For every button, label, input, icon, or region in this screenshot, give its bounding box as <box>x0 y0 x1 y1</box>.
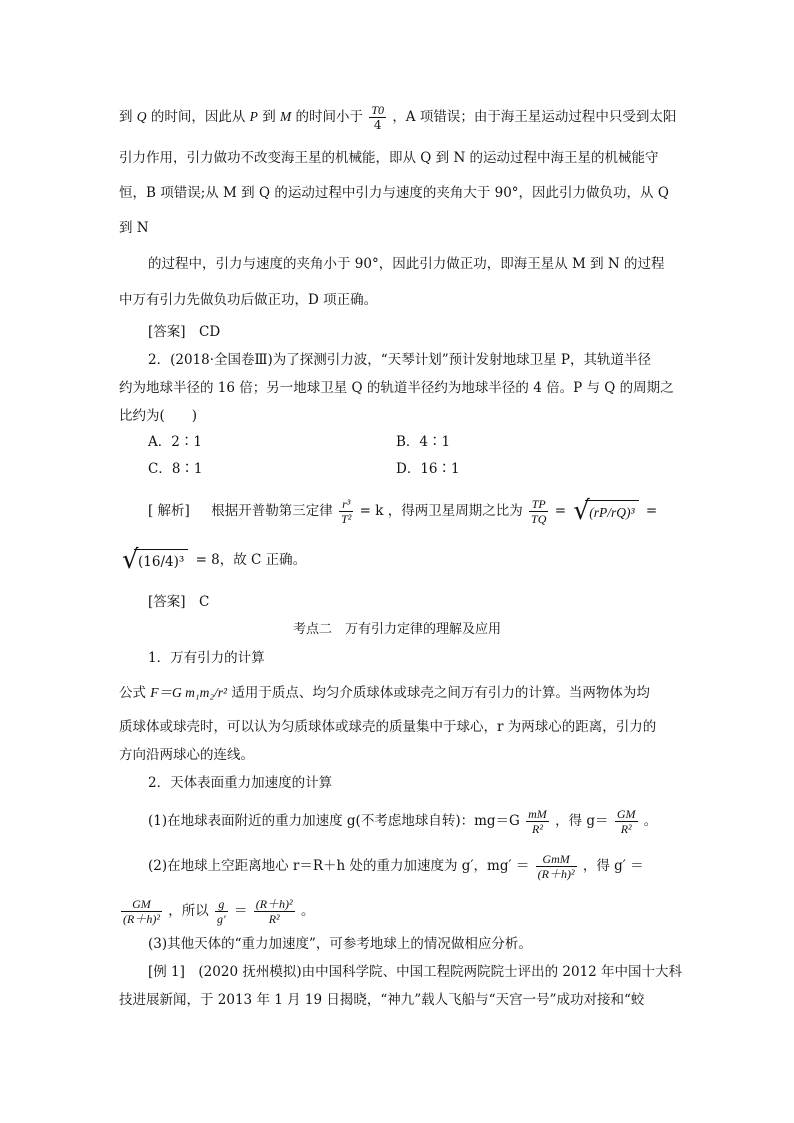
text-line: (3)其他天体的“重力加速度”，可参考地球上的情况做相应分析。 <box>148 936 532 952</box>
fraction: $\frac{TP}{TQ}$ <box>531 497 547 526</box>
text-line <box>148 852 644 881</box>
analysis-line <box>148 497 657 526</box>
text: = <box>554 503 566 519</box>
radical: √ (rP/rQ)³ <box>573 500 638 523</box>
answer: [答案] CD <box>148 324 221 340</box>
text-line <box>119 683 650 703</box>
text-line: 到 N <box>119 220 149 236</box>
text: ，所以 <box>168 903 209 919</box>
text: = <box>645 503 658 519</box>
answer: [答案] C <box>148 594 210 610</box>
text: 适用于质点、均匀介质球体或球壳之间万有引力的计算。当两物体为均 <box>231 685 650 701</box>
analysis-line <box>119 545 307 575</box>
text-line <box>119 103 676 132</box>
fraction: $\frac{T0}{4}$ <box>371 103 385 132</box>
subheading: 1．万有引力的计算 <box>148 650 265 666</box>
question-text: 2．(2018·全国卷Ⅲ)为了探测引力波，“天琴计划”预计发射地球卫星 P，其轨道半径 <box>148 352 651 368</box>
text: (2)在地球上空距离地心 r＝R＋h 处的重力加速度为 g′，mg′ ＝ <box>148 858 530 874</box>
example-text: [例 1] (2020 抚州模拟)由中国科学院、中国工程院两院院士评出的 2012 年中国十大科 <box>148 964 683 980</box>
fraction: $\frac{GM}{\text{(R＋h)²}}$ <box>123 897 160 926</box>
radical: √ (16/4)³ <box>122 549 188 572</box>
fraction: $\frac{\text{r³}}{\text{T²}}$ <box>341 497 352 526</box>
symbol: P <box>249 109 258 124</box>
symbol: M <box>279 109 292 124</box>
text: = k ，得两卫星周期之比为 <box>359 503 523 519</box>
example-text: 技进展新闻，于 2013 年 1 月 19 日揭晓，“神九”载人飞船与“天宫一号”成功对接和“蛟 <box>119 992 645 1008</box>
analysis-label: [ 解析] <box>148 503 190 519</box>
formula: F＝G m₁m₂/r² <box>150 685 228 700</box>
fraction: $\frac{\text{(R＋h)²}}{\text{R²}}$ <box>255 897 293 926</box>
option-c: C．8∶1 <box>148 461 203 477</box>
question-text: 比约为( ) <box>119 408 198 424</box>
text: = 8，故 C 正确。 <box>195 552 307 568</box>
text: 公式 <box>119 685 146 701</box>
text-line: 引力作用，引力做功不改变海王星的机械能，即从 Q 到 N 的运动过程中海王星的机械能守 <box>119 150 659 166</box>
question-text: 约为地球半径的 16 倍；另一地球卫星 Q 的轨道半径约为地球半径的 4 倍。P 与 Q 的周期之 <box>119 380 674 396</box>
text-line: 方向沿两球心的连线。 <box>119 747 254 763</box>
text: 到 <box>119 109 133 125</box>
text: ，A 项错误；由于海王星运动过程中只受到太阳 <box>392 109 677 125</box>
fraction: $\frac{mM}{\text{R²}}$ <box>528 807 547 836</box>
text-line: 恒，B 项错误;从 M 到 Q 的运动过程中引力与速度的夹角大于 90°，因此引力做负功，从 Q <box>119 185 669 201</box>
text-line: 中万有引力先做负功后做正功，D 项正确。 <box>119 292 378 308</box>
option-b: B．4∶1 <box>396 434 451 450</box>
text: (1)在地球表面附近的重力加速度 g(不考虑地球自转)：mg＝G <box>148 813 520 829</box>
text-line <box>148 807 657 836</box>
text-line: 质球体或球壳时，可以认为匀质球体或球壳的质量集中于球心，r 为两球心的距离，引力的 <box>119 719 657 735</box>
option-d: D．16∶1 <box>396 461 460 477</box>
fraction: $\frac{g}{g'}$ <box>217 897 226 926</box>
text-line: 的过程中，引力与速度的夹角小于 90°，因此引力做正功，即海王星从 M 到 N 的过程 <box>148 256 665 272</box>
fraction: $\frac{GM}{\text{R²}}$ <box>616 807 636 836</box>
text: 根据开普勒第三定律 <box>211 503 333 519</box>
text: 。 <box>300 903 315 919</box>
section-heading: 考点二 万有引力定律的理解及应用 <box>292 622 501 637</box>
text: 到 <box>262 109 276 125</box>
text-line <box>119 897 314 926</box>
text: 的时间，因此从 <box>150 109 246 125</box>
text: ，得 g＝ <box>555 813 609 829</box>
text: ＝ <box>233 903 248 919</box>
subheading: 2．天体表面重力加速度的计算 <box>148 775 333 791</box>
option-a: A．2∶1 <box>148 434 202 450</box>
text: 。 <box>643 813 658 829</box>
text: ，得 g′ ＝ <box>582 858 644 874</box>
text: 的时间小于 <box>295 109 364 125</box>
symbol: Q <box>136 109 147 124</box>
fraction: $\frac{\text{GmM}}{\text{(R＋h)²}}$ <box>537 852 575 881</box>
